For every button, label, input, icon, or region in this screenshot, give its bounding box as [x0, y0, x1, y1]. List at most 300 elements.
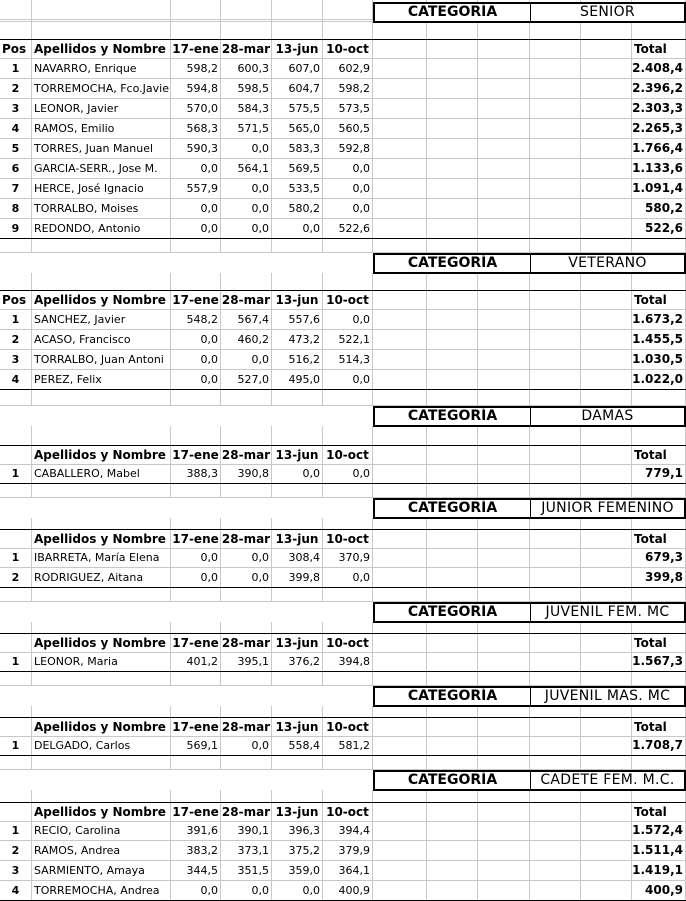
grid-cell[interactable]	[221, 484, 272, 498]
score-cell: 569,1	[171, 736, 221, 756]
grid-cell[interactable]	[221, 239, 272, 253]
grid-cell[interactable]	[581, 803, 632, 822]
total-cell: 1.567,3	[632, 652, 686, 672]
grid-cell[interactable]	[272, 756, 323, 770]
grid-cell[interactable]	[373, 588, 427, 602]
grid-cell[interactable]	[530, 756, 581, 770]
grid-cell[interactable]	[530, 159, 581, 179]
grid-cell[interactable]	[373, 652, 427, 672]
grid-cell[interactable]	[478, 219, 530, 239]
grid-cell[interactable]	[171, 239, 221, 253]
grid-cell[interactable]	[530, 861, 581, 881]
grid-cell[interactable]	[530, 672, 581, 686]
grid-cell[interactable]	[530, 484, 581, 498]
column-header-date: 17-ene	[171, 803, 221, 822]
grid-cell[interactable]	[373, 350, 427, 370]
grid-cell[interactable]	[581, 588, 632, 602]
grid-cell[interactable]	[427, 310, 478, 330]
grid-cell[interactable]	[32, 0, 171, 20]
grid-cell[interactable]	[171, 484, 221, 498]
grid-cell[interactable]	[478, 350, 530, 370]
grid-cell[interactable]	[478, 861, 530, 881]
grid-cell[interactable]	[171, 756, 221, 770]
grid-cell[interactable]	[530, 446, 581, 465]
grid-cell[interactable]	[581, 273, 632, 291]
grid-cell[interactable]	[373, 159, 427, 179]
grid-cell[interactable]	[427, 350, 478, 370]
grid-cell[interactable]	[373, 22, 427, 40]
grid-cell[interactable]	[373, 841, 427, 861]
grid-cell[interactable]	[373, 464, 427, 484]
grid-cell[interactable]	[478, 736, 530, 756]
grid-cell[interactable]	[32, 426, 171, 446]
grid-cell[interactable]	[32, 484, 171, 498]
grid-cell[interactable]	[32, 588, 171, 602]
grid-cell[interactable]	[478, 273, 530, 291]
category-label: CATEGORÍA	[375, 772, 531, 789]
grid-cell[interactable]	[373, 548, 427, 568]
grid-cell[interactable]	[427, 634, 478, 653]
grid-cell[interactable]	[478, 484, 530, 498]
grid-cell[interactable]	[272, 390, 323, 406]
grid-cell[interactable]	[530, 139, 581, 159]
grid-cell[interactable]	[530, 273, 581, 291]
grid-cell[interactable]	[530, 330, 581, 350]
grid-cell[interactable]	[373, 756, 427, 770]
grid-cell[interactable]	[581, 881, 632, 901]
grid-cell[interactable]	[373, 821, 427, 841]
grid-cell[interactable]	[32, 756, 171, 770]
grid-cell[interactable]	[632, 756, 686, 770]
grid-cell[interactable]	[530, 119, 581, 139]
grid-cell[interactable]	[373, 99, 427, 119]
grid-cell[interactable]	[373, 79, 427, 99]
grid-cell[interactable]	[530, 803, 581, 822]
grid-cell[interactable]	[427, 99, 478, 119]
grid-cell[interactable]	[0, 22, 32, 40]
grid-cell[interactable]	[530, 588, 581, 602]
grid-cell[interactable]	[478, 330, 530, 350]
grid-cell[interactable]	[530, 426, 581, 446]
grid-cell[interactable]	[530, 310, 581, 330]
grid-cell[interactable]	[427, 652, 478, 672]
grid-cell[interactable]	[427, 756, 478, 770]
grid-cell[interactable]	[0, 390, 32, 406]
grid-cell[interactable]	[427, 159, 478, 179]
grid-cell[interactable]	[427, 330, 478, 350]
grid-cell[interactable]	[478, 291, 530, 310]
grid-cell[interactable]	[427, 139, 478, 159]
category-label: CATEGORÍA	[375, 688, 531, 705]
grid-cell[interactable]	[581, 22, 632, 40]
grid-cell[interactable]	[373, 736, 427, 756]
grid-cell[interactable]	[530, 239, 581, 253]
grid-cell[interactable]	[478, 310, 530, 330]
grid-cell[interactable]	[323, 390, 373, 406]
grid-cell[interactable]	[171, 0, 221, 20]
grid-cell[interactable]	[478, 803, 530, 822]
grid-cell[interactable]	[581, 718, 632, 737]
grid-cell[interactable]	[427, 548, 478, 568]
grid-cell[interactable]	[323, 484, 373, 498]
grid-cell[interactable]	[272, 484, 323, 498]
grid-cell[interactable]	[171, 390, 221, 406]
column-header-date: 13-jun	[272, 718, 323, 737]
grid-cell[interactable]	[427, 199, 478, 219]
grid-cell[interactable]	[478, 99, 530, 119]
grid-cell[interactable]	[478, 568, 530, 588]
grid-cell[interactable]	[221, 426, 272, 446]
grid-cell[interactable]	[373, 672, 427, 686]
grid-cell[interactable]	[530, 634, 581, 653]
grid-cell[interactable]	[427, 179, 478, 199]
athlete-name: SANCHEZ, Javier	[32, 310, 171, 330]
grid-cell[interactable]	[581, 756, 632, 770]
grid-cell[interactable]	[323, 672, 373, 686]
row-position: 5	[0, 139, 32, 159]
grid-cell[interactable]	[427, 568, 478, 588]
grid-cell[interactable]	[373, 239, 427, 253]
row-position: 2	[0, 330, 32, 350]
grid-cell[interactable]	[478, 464, 530, 484]
grid-cell[interactable]	[373, 530, 427, 549]
grid-cell[interactable]	[373, 446, 427, 465]
column-header-total: Total	[632, 530, 686, 549]
grid-cell[interactable]	[632, 239, 686, 253]
grid-cell[interactable]	[427, 530, 478, 549]
grid-cell[interactable]	[373, 40, 427, 59]
grid-cell[interactable]	[478, 881, 530, 901]
grid-cell[interactable]	[530, 881, 581, 901]
total-cell: 1.708,7	[632, 736, 686, 756]
header-top-border	[0, 802, 686, 803]
grid-cell[interactable]	[427, 464, 478, 484]
grid-cell[interactable]	[272, 22, 323, 40]
grid-cell[interactable]	[427, 79, 478, 99]
score-cell: 604,7	[272, 79, 323, 99]
score-cell: 0,0	[221, 736, 272, 756]
grid-cell[interactable]	[323, 22, 373, 40]
grid-cell[interactable]	[272, 0, 323, 20]
grid-cell[interactable]	[478, 756, 530, 770]
grid-cell[interactable]	[581, 350, 632, 370]
grid-cell[interactable]	[0, 0, 32, 20]
column-header-pos	[0, 634, 32, 653]
athlete-name: LEONOR, Maria	[32, 652, 171, 672]
grid-cell[interactable]	[581, 59, 632, 79]
grid-cell[interactable]	[373, 139, 427, 159]
grid-cell[interactable]	[373, 568, 427, 588]
score-cell: 600,3	[221, 59, 272, 79]
grid-cell[interactable]	[581, 330, 632, 350]
grid-cell[interactable]	[427, 40, 478, 59]
grid-cell[interactable]	[373, 219, 427, 239]
grid-cell[interactable]	[373, 881, 427, 901]
grid-cell[interactable]	[478, 59, 530, 79]
grid-cell[interactable]	[373, 803, 427, 822]
grid-cell[interactable]	[581, 634, 632, 653]
athlete-name: TORRALBO, Juan Antoni	[32, 350, 171, 370]
grid-cell[interactable]	[32, 390, 171, 406]
grid-cell[interactable]	[427, 588, 478, 602]
grid-cell[interactable]	[632, 273, 686, 291]
grid-cell[interactable]	[581, 736, 632, 756]
grid-cell[interactable]	[530, 59, 581, 79]
grid-cell[interactable]	[32, 239, 171, 253]
grid-cell[interactable]	[373, 179, 427, 199]
grid-cell[interactable]	[427, 219, 478, 239]
grid-cell[interactable]	[530, 22, 581, 40]
grid-cell[interactable]	[427, 736, 478, 756]
grid-cell[interactable]	[581, 464, 632, 484]
score-cell: 359,0	[272, 861, 323, 881]
grid-cell[interactable]	[323, 0, 373, 20]
category-name: JUVENIL FEM. MC	[545, 604, 670, 620]
grid-cell[interactable]	[530, 219, 581, 239]
grid-cell[interactable]	[427, 881, 478, 901]
score-cell: 394,8	[323, 652, 373, 672]
grid-cell[interactable]	[581, 40, 632, 59]
grid-cell[interactable]	[478, 239, 530, 253]
column-header-pos: Pos	[0, 291, 32, 310]
grid-cell[interactable]	[632, 390, 686, 406]
grid-cell[interactable]	[171, 273, 221, 291]
grid-cell[interactable]	[581, 310, 632, 330]
grid-cell[interactable]	[530, 390, 581, 406]
grid-cell[interactable]	[373, 370, 427, 390]
grid-cell[interactable]	[427, 59, 478, 79]
grid-cell[interactable]	[530, 350, 581, 370]
grid-cell[interactable]	[373, 59, 427, 79]
score-cell: 394,4	[323, 821, 373, 841]
grid-cell[interactable]	[478, 718, 530, 737]
grid-cell[interactable]	[478, 159, 530, 179]
grid-cell[interactable]	[478, 530, 530, 549]
grid-cell[interactable]	[581, 530, 632, 549]
grid-cell[interactable]	[221, 390, 272, 406]
grid-cell[interactable]	[427, 119, 478, 139]
grid-cell[interactable]	[581, 179, 632, 199]
grid-cell[interactable]	[530, 568, 581, 588]
grid-cell[interactable]	[427, 841, 478, 861]
grid-cell[interactable]	[581, 568, 632, 588]
grid-cell[interactable]	[427, 672, 478, 686]
grid-cell[interactable]	[478, 199, 530, 219]
grid-cell[interactable]	[632, 484, 686, 498]
athlete-name: RODRIGUEZ, Aitana	[32, 568, 171, 588]
grid-cell[interactable]	[581, 291, 632, 310]
grid-cell[interactable]	[581, 219, 632, 239]
grid-cell[interactable]	[581, 99, 632, 119]
category-name: JUNIOR FEMENINO	[541, 500, 674, 516]
grid-cell[interactable]	[323, 588, 373, 602]
grid-cell[interactable]	[478, 652, 530, 672]
grid-cell[interactable]	[530, 79, 581, 99]
grid-cell[interactable]	[0, 672, 32, 686]
grid-cell[interactable]	[272, 273, 323, 291]
grid-cell[interactable]	[530, 370, 581, 390]
grid-cell[interactable]	[427, 718, 478, 737]
grid-cell[interactable]	[478, 22, 530, 40]
grid-cell[interactable]	[530, 548, 581, 568]
athlete-name: ACASO, Francisco	[32, 330, 171, 350]
grid-cell[interactable]	[373, 390, 427, 406]
grid-cell[interactable]	[632, 22, 686, 40]
grid-cell[interactable]	[272, 672, 323, 686]
grid-cell[interactable]	[581, 79, 632, 99]
grid-cell[interactable]	[427, 273, 478, 291]
grid-cell[interactable]	[427, 426, 478, 446]
grid-cell[interactable]	[478, 821, 530, 841]
grid-cell[interactable]	[427, 239, 478, 253]
grid-cell[interactable]	[221, 672, 272, 686]
grid-cell[interactable]	[373, 119, 427, 139]
grid-cell[interactable]	[272, 426, 323, 446]
grid-cell[interactable]	[478, 548, 530, 568]
score-cell: 0,0	[323, 310, 373, 330]
grid-cell[interactable]	[171, 22, 221, 40]
grid-cell[interactable]	[32, 273, 171, 291]
grid-cell[interactable]	[581, 199, 632, 219]
grid-cell[interactable]	[427, 446, 478, 465]
grid-cell[interactable]	[0, 239, 32, 253]
grid-cell[interactable]	[478, 179, 530, 199]
grid-cell[interactable]	[373, 310, 427, 330]
grid-cell[interactable]	[530, 736, 581, 756]
grid-cell[interactable]	[373, 330, 427, 350]
grid-cell[interactable]	[632, 426, 686, 446]
grid-cell[interactable]	[323, 426, 373, 446]
grid-cell[interactable]	[581, 841, 632, 861]
grid-cell[interactable]	[171, 588, 221, 602]
grid-cell[interactable]	[373, 634, 427, 653]
grid-cell[interactable]	[478, 40, 530, 59]
score-cell: 514,3	[323, 350, 373, 370]
grid-cell[interactable]	[581, 119, 632, 139]
grid-cell[interactable]	[478, 588, 530, 602]
grid-cell[interactable]	[32, 22, 171, 40]
grid-cell[interactable]	[427, 370, 478, 390]
grid-cell[interactable]	[221, 756, 272, 770]
score-cell: 0,0	[221, 139, 272, 159]
grid-cell[interactable]	[373, 718, 427, 737]
grid-cell[interactable]	[323, 273, 373, 291]
score-cell: 0,0	[171, 199, 221, 219]
grid-cell[interactable]	[427, 803, 478, 822]
column-header-pos	[0, 803, 32, 822]
grid-cell[interactable]	[581, 821, 632, 841]
grid-cell[interactable]	[478, 634, 530, 653]
grid-cell[interactable]	[581, 159, 632, 179]
grid-cell[interactable]	[478, 79, 530, 99]
grid-cell[interactable]	[373, 426, 427, 446]
grid-cell[interactable]	[478, 390, 530, 406]
grid-cell[interactable]	[0, 588, 32, 602]
grid-cell[interactable]	[373, 291, 427, 310]
score-cell: 560,5	[323, 119, 373, 139]
grid-cell[interactable]	[373, 484, 427, 498]
grid-cell[interactable]	[530, 199, 581, 219]
grid-cell[interactable]	[478, 119, 530, 139]
grid-cell[interactable]	[373, 861, 427, 881]
grid-cell[interactable]	[581, 652, 632, 672]
grid-cell[interactable]	[581, 239, 632, 253]
grid-cell[interactable]	[581, 426, 632, 446]
column-header-date: 13-jun	[272, 446, 323, 465]
grid-cell[interactable]	[581, 672, 632, 686]
header-top-border	[0, 290, 686, 291]
total-cell: 400,9	[632, 881, 686, 901]
grid-cell[interactable]	[171, 672, 221, 686]
grid-cell[interactable]	[373, 273, 427, 291]
grid-cell[interactable]	[427, 390, 478, 406]
grid-cell[interactable]	[478, 426, 530, 446]
grid-cell[interactable]	[581, 139, 632, 159]
grid-cell[interactable]	[530, 179, 581, 199]
grid-cell[interactable]	[581, 484, 632, 498]
total-cell: 1.133,6	[632, 159, 686, 179]
grid-cell[interactable]	[0, 426, 32, 446]
grid-cell[interactable]	[478, 672, 530, 686]
grid-cell[interactable]	[581, 446, 632, 465]
grid-cell[interactable]	[581, 861, 632, 881]
athlete-name: PEREZ, Felix	[32, 370, 171, 390]
grid-cell[interactable]	[530, 291, 581, 310]
grid-cell[interactable]	[272, 239, 323, 253]
grid-cell[interactable]	[530, 464, 581, 484]
grid-cell[interactable]	[221, 273, 272, 291]
grid-cell[interactable]	[530, 652, 581, 672]
grid-cell[interactable]	[632, 588, 686, 602]
grid-cell[interactable]	[0, 756, 32, 770]
athlete-name: RAMOS, Andrea	[32, 841, 171, 861]
grid-cell[interactable]	[581, 390, 632, 406]
grid-cell[interactable]	[221, 22, 272, 40]
grid-cell[interactable]	[221, 588, 272, 602]
grid-cell[interactable]	[478, 139, 530, 159]
grid-cell[interactable]	[0, 273, 32, 291]
grid-cell[interactable]	[323, 239, 373, 253]
grid-cell[interactable]	[323, 756, 373, 770]
grid-cell[interactable]	[530, 718, 581, 737]
grid-cell[interactable]	[478, 446, 530, 465]
column-header-name: Apellidos y Nombre	[32, 40, 171, 59]
grid-cell[interactable]	[478, 370, 530, 390]
grid-cell[interactable]	[427, 484, 478, 498]
grid-cell[interactable]	[530, 530, 581, 549]
grid-cell[interactable]	[581, 548, 632, 568]
grid-cell[interactable]	[427, 291, 478, 310]
grid-cell[interactable]	[530, 841, 581, 861]
grid-cell[interactable]	[530, 99, 581, 119]
grid-cell[interactable]	[171, 426, 221, 446]
grid-cell[interactable]	[632, 672, 686, 686]
column-header-date: 10-oct	[323, 803, 373, 822]
grid-cell[interactable]	[427, 821, 478, 841]
grid-cell[interactable]	[32, 672, 171, 686]
grid-cell[interactable]	[478, 841, 530, 861]
score-cell: 516,2	[272, 350, 323, 370]
grid-cell[interactable]	[0, 484, 32, 498]
grid-cell[interactable]	[427, 22, 478, 40]
grid-cell[interactable]	[530, 821, 581, 841]
grid-cell[interactable]	[272, 588, 323, 602]
grid-cell[interactable]	[581, 370, 632, 390]
grid-cell[interactable]	[221, 0, 272, 20]
grid-cell[interactable]	[427, 861, 478, 881]
grid-cell[interactable]	[530, 40, 581, 59]
grid-cell[interactable]	[373, 199, 427, 219]
